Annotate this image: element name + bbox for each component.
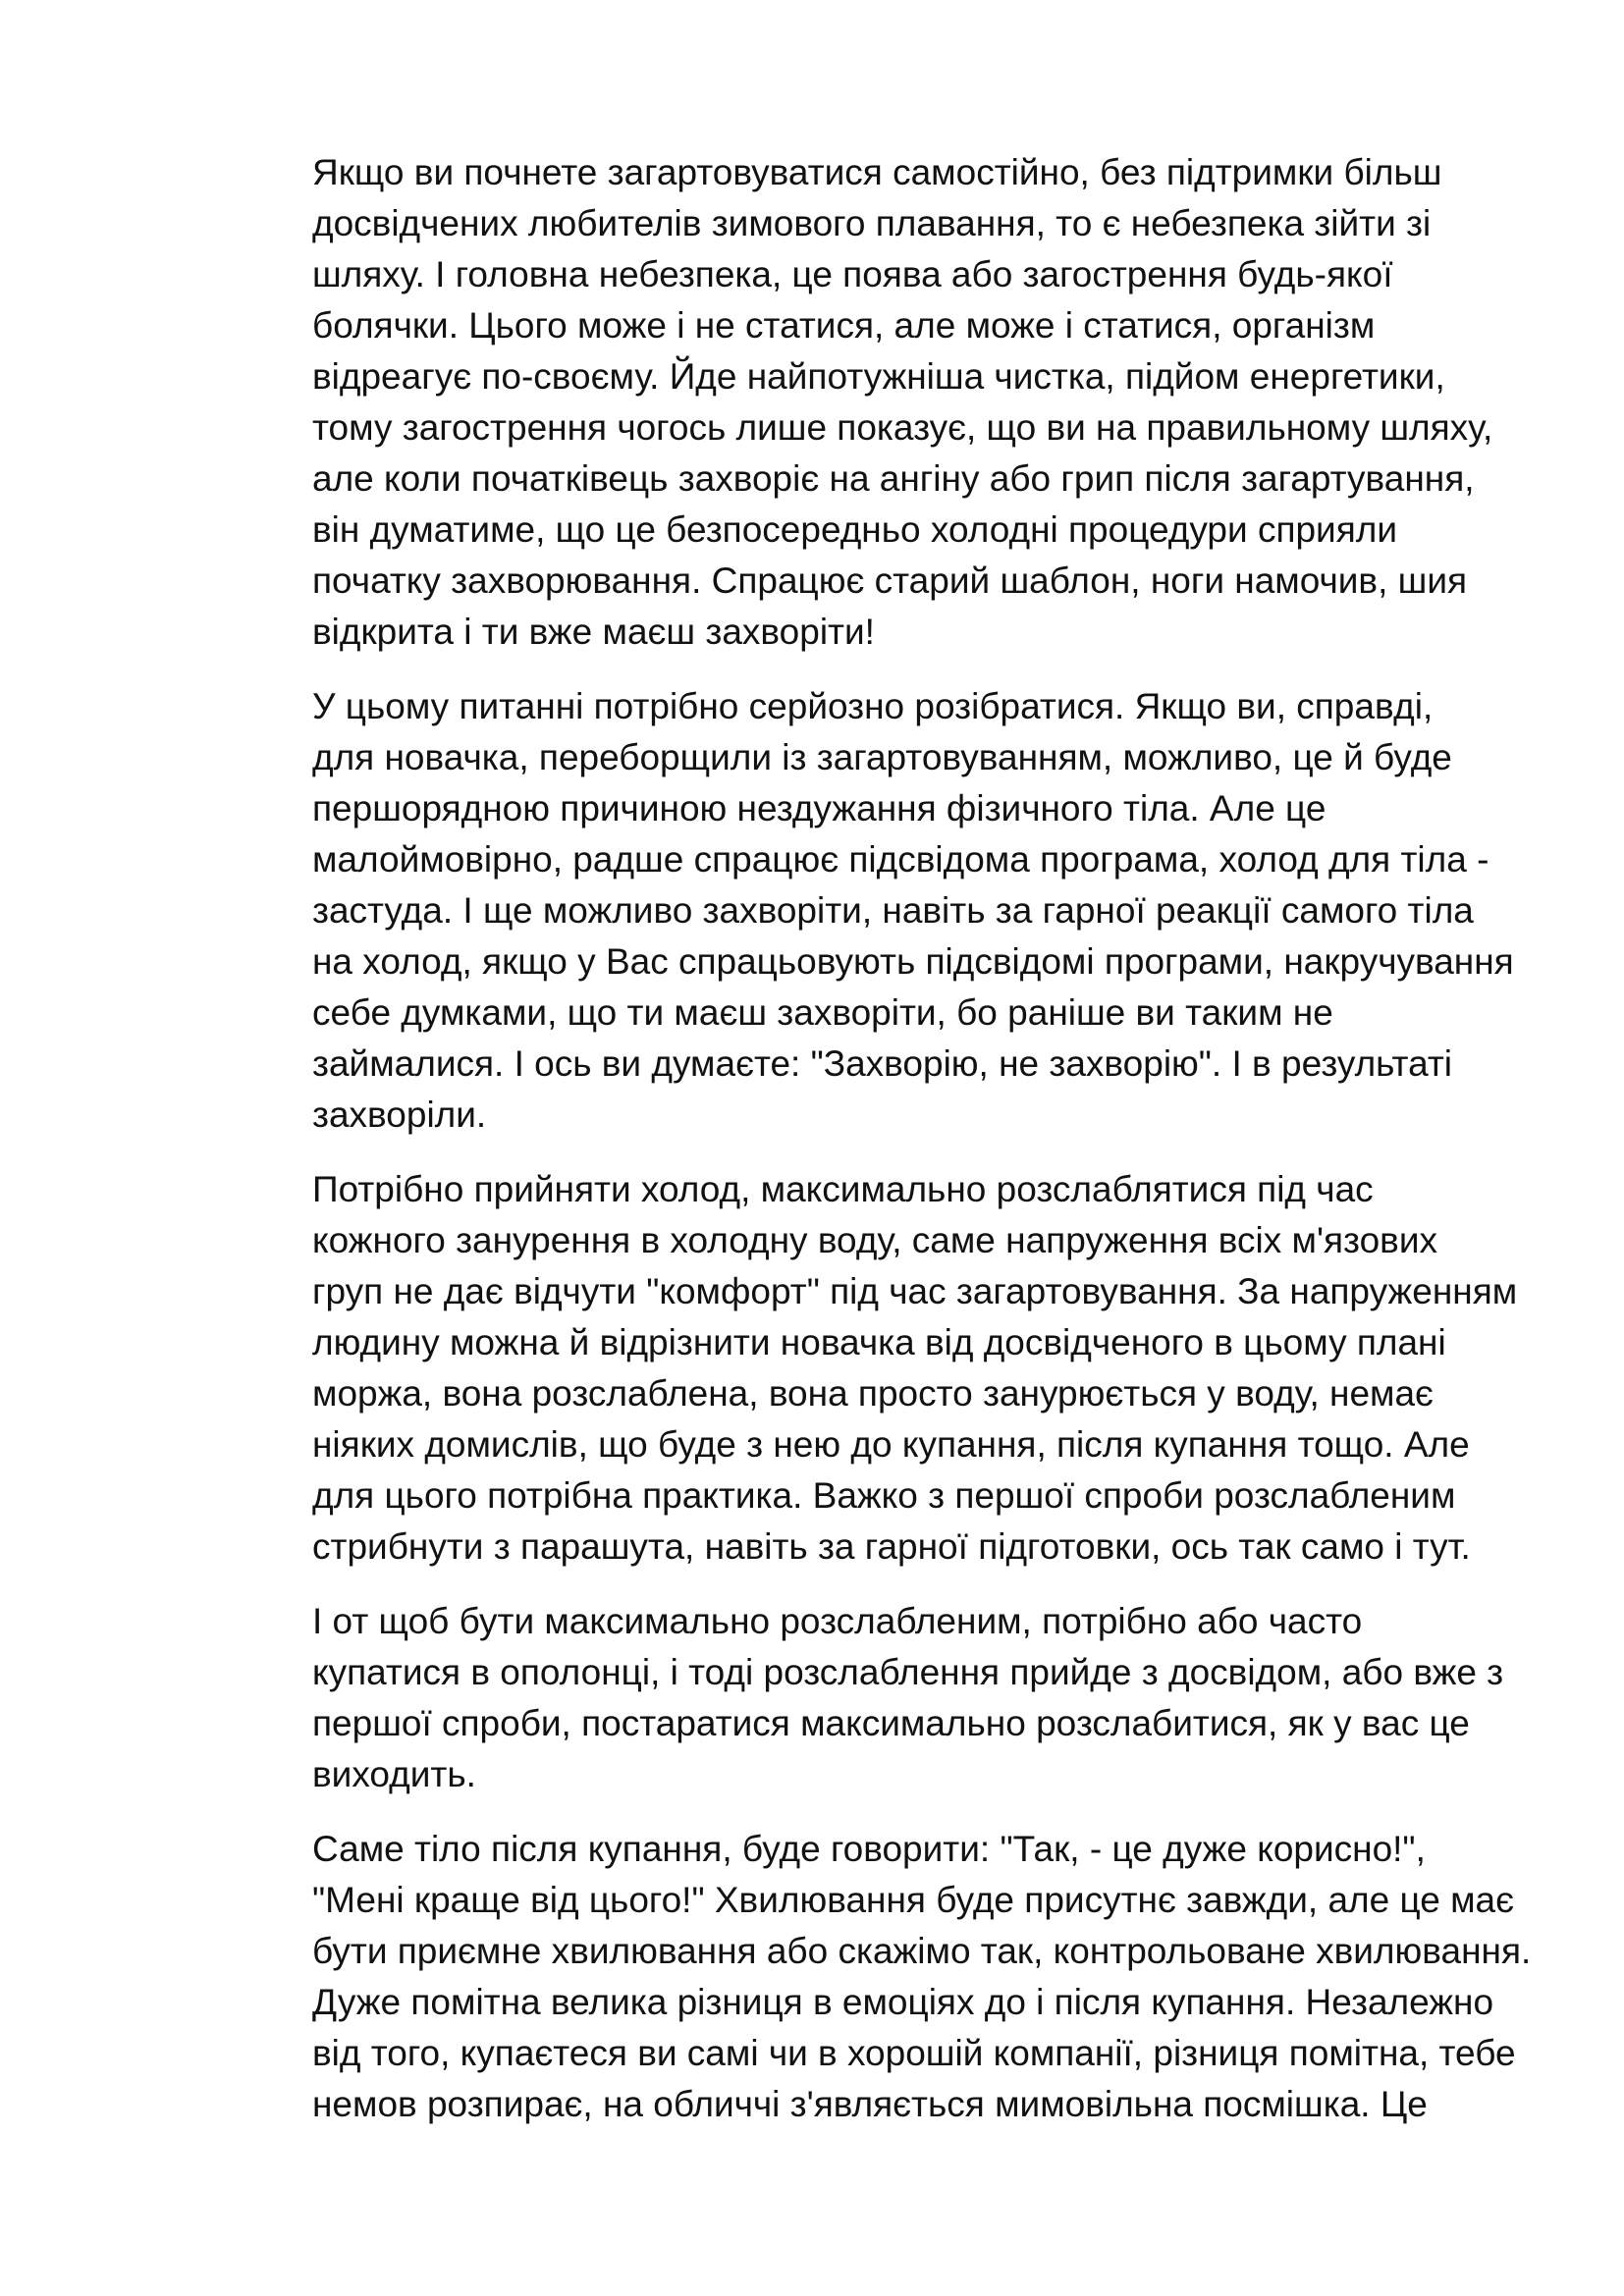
text-line: Якщо ви почнете загартовуватися самостійно, без підтримки більш xyxy=(312,152,1442,192)
text-line: людину можна й відрізнити новачка від досвідченого в цьому плані xyxy=(312,1322,1446,1362)
text-line: від того, купаєтеся ви самі чи в хорошій компанії, різниця помітна, тебе xyxy=(312,2033,1516,2073)
text-line: на холод, якщо у Вас спрацьовують підсвідомі програми, накручування xyxy=(312,941,1514,982)
text-line: купатися в ополонці, і тоді розслаблення прийде з досвідом, або вже з xyxy=(312,1652,1504,1692)
text-line: застуда. І ще можливо захворіти, навіть за гарної реакції самого тіла xyxy=(312,890,1474,931)
text-line: Саме тіло після купання, буде говорити: "Так, - це дуже корисно!", xyxy=(312,1829,1426,1869)
text-line: бути приємне хвилювання або скажімо так, контрольоване хвилювання. xyxy=(312,1931,1532,1971)
text-line: болячки. Цього може і не статися, але може і статися, організм xyxy=(312,305,1376,346)
text-line: початку захворювання. Спрацює старий шаблон, ноги намочив, шия xyxy=(312,561,1468,601)
paragraph-4 xyxy=(234,1596,1535,1800)
text-line: У цьому питанні потрібно серйозно розібратися. Якщо ви, справді, xyxy=(312,686,1434,726)
text-line: досвідчених любителів зимового плавання, то є небезпека зійти зі xyxy=(312,203,1432,243)
text-line: немов розпирає, на обличчі з'являється мимовільна посмішка. Це xyxy=(312,2084,1428,2124)
paragraph-1 xyxy=(234,147,1535,658)
text-line: ніяких домислів, що буде з нею до купання, після купання тощо. Але xyxy=(312,1424,1470,1465)
text-line: займалися. І ось ви думаєте: "Захворію, не захворію". І в результаті xyxy=(312,1043,1453,1084)
document-body xyxy=(234,147,1535,2154)
paragraph-5 xyxy=(234,1824,1535,2130)
text-line: моржа, вона розслаблена, вона просто занурюється у воду, немає xyxy=(312,1373,1434,1414)
text-line: себе думками, що ти маєш захворіти, бо раніше ви таким не xyxy=(312,992,1333,1033)
paragraph-3 xyxy=(234,1164,1535,1573)
text-line: "Мені краще від цього!" Хвилювання буде присутнє завжди, але це має xyxy=(312,1880,1515,1920)
text-line: стрибнути з парашута, навіть за гарної підготовки, ось так само і тут. xyxy=(312,1526,1471,1567)
text-line: для цього потрібна практика. Важко з першої спроби розслабленим xyxy=(312,1475,1456,1516)
text-line: першорядною причиною нездужання фізичного тіла. Але це xyxy=(312,788,1326,828)
text-line: шляху. І головна небезпека, це поява або загострення будь-якої xyxy=(312,254,1393,294)
text-line: Дуже помітна велика різниця в емоціях до і після купання. Незалежно xyxy=(312,1982,1494,2022)
text-line: захворіли. xyxy=(312,1095,487,1135)
paragraph-2 xyxy=(234,681,1535,1141)
text-line: малоймовірно, радше спрацює підсвідома програма, холод для тіла - xyxy=(312,839,1489,880)
text-line: для новачка, переборщили із загартовуванням, можливо, це й буде xyxy=(312,737,1452,777)
text-line: відреагує по-своєму. Йде найпотужніша чистка, підйом енергетики, xyxy=(312,356,1445,397)
text-line: виходить. xyxy=(312,1754,476,1794)
text-line: тому загострення чогось лише показує, що ви на правильному шляху, xyxy=(312,407,1493,448)
text-line: кожного занурення в холодну воду, саме напруження всіх м'язових xyxy=(312,1220,1438,1260)
text-line: відкрита і ти вже маєш захворіти! xyxy=(312,612,875,652)
text-line: першої спроби, постаратися максимально розслабитися, як у вас це xyxy=(312,1703,1470,1743)
text-line: І от щоб бути максимально розслабленим, потрібно або часто xyxy=(312,1601,1363,1641)
text-line: груп не дає відчути "комфорт" під час загартовування. За напруженням xyxy=(312,1271,1518,1311)
text-line: Потрібно прийняти холод, максимально розслаблятися під час xyxy=(312,1169,1374,1209)
text-line: але коли початківець захворіє на ангіну або грип після загартування, xyxy=(312,458,1475,499)
text-line: він думатиме, що це безпосередньо холодні процедури сприяли xyxy=(312,509,1398,550)
